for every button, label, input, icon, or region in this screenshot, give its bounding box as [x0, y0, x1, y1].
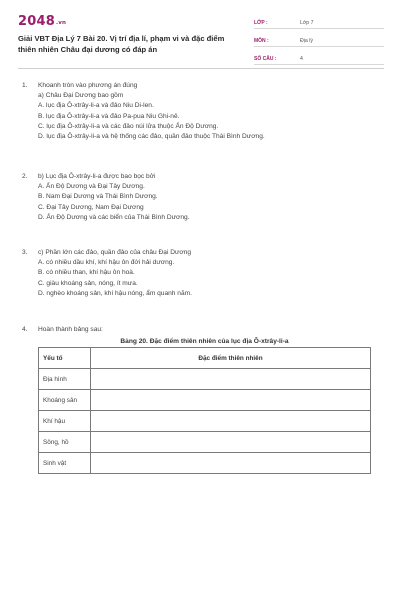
site-logo[interactable]: [18, 14, 66, 29]
meta-row-subject: [254, 32, 384, 47]
question-number: 3.: [22, 249, 28, 256]
table-caption: Bảng 20. Đặc điểm thiên nhiên của lục địa Ô-xtrây-li-a: [120, 338, 289, 345]
meta-value-subject: Địa lý: [300, 38, 313, 44]
row-label: Khí hậu: [39, 411, 91, 432]
answer-option-b: B. Nam Đại Dương và Thái Bình Dương.: [38, 193, 158, 201]
meta-info: [254, 14, 384, 68]
header-features: Đặc điểm thiên nhiên: [91, 348, 371, 369]
row-label: Địa hình: [39, 369, 91, 390]
question-instruction: Hoàn thành bảng sau:: [38, 326, 103, 333]
answer-cell[interactable]: [91, 453, 371, 474]
logo-text: 2048: [18, 14, 55, 29]
question-number: 2.: [22, 173, 28, 180]
meta-label-subject: MÔN :: [254, 38, 269, 44]
table-row: [39, 432, 371, 453]
question-4: [22, 325, 103, 335]
answer-option-b: B. lục địa Ô-xtrây-li-a và đảo Pa-pua Niu Ghi-nê.: [38, 112, 180, 120]
question-prompt: c) Phần lớn các đảo, quần đảo của châu Đại Dương: [38, 249, 192, 256]
answer-option-d: D. lục địa Ô-xtrây-li-a và hệ thống các đảo, quần đảo thuộc Thái Bình Dương.: [38, 133, 265, 141]
meta-label-count: SỐ CÂU :: [254, 56, 277, 62]
question-instruction: Khoanh tròn vào phương án đúng: [38, 82, 138, 89]
answer-option-d: D. Ấn Độ Dương và các biển của Thái Bình Dương.: [38, 213, 190, 221]
answer-option-a: A. Ấn Độ Dương và Đại Tây Dương.: [38, 183, 145, 191]
meta-value-count: 4: [300, 56, 303, 62]
question-number: 1.: [22, 82, 28, 89]
table-row: [39, 411, 371, 432]
question-number: 4.: [22, 326, 28, 333]
answer-option-d: D. nghèo khoáng sản, khí hậu nóng, ẩm quanh năm.: [38, 289, 192, 297]
header-factor: Yếu tố: [39, 348, 91, 369]
answer-cell[interactable]: [91, 390, 371, 411]
meta-value-class: Lớp 7: [300, 20, 314, 26]
logo-suffix: .vn: [55, 20, 67, 26]
row-label: Sông, hồ: [39, 432, 91, 453]
document-title: Giải VBT Địa Lý 7 Bài 20. Vị trí địa lí, phạm vi và đặc điểm thiên nhiên Châu đại dương có đáp án: [18, 34, 225, 54]
table-row: [39, 453, 371, 474]
header-divider: [18, 68, 384, 69]
meta-row-class: [254, 14, 384, 29]
answer-cell[interactable]: [91, 432, 371, 453]
answer-option-c: C. giàu khoáng sản, nóng, ít mưa.: [38, 279, 138, 287]
row-label: Sinh vật: [39, 453, 91, 474]
question-prompt: a) Châu Đại Dương bao gồm: [38, 92, 124, 100]
table-row: [39, 369, 371, 390]
answer-option-c: C. Đại Tây Dương, Nam Đại Dương: [38, 203, 144, 211]
page-header: [18, 14, 384, 64]
question-1: [22, 81, 265, 142]
question-2: [22, 172, 190, 223]
answer-cell[interactable]: [91, 369, 371, 390]
table-row: [39, 390, 371, 411]
question-3: [22, 248, 192, 299]
nature-table: [38, 347, 371, 474]
answer-option-b: B. có nhiều than, khí hậu ôn hoà.: [38, 269, 135, 277]
answer-cell[interactable]: [91, 411, 371, 432]
meta-label-class: LỚP :: [254, 20, 268, 26]
question-prompt: b) Lục địa Ô-xtrây-li-a được bao bọc bởi: [38, 173, 156, 180]
answer-option-a: A. có nhiều dầu khí, khí hậu ôn đới hải dương.: [38, 259, 175, 267]
answer-option-a: A. lục địa Ô-xtrây-li-a và đảo Niu Di-len.: [38, 102, 154, 110]
row-label: Khoáng sản: [39, 390, 91, 411]
table-header-row: [39, 348, 371, 369]
answer-option-c: C. lục địa Ô-xtrây-li-a và các đảo núi lửa thuộc Ấn Độ Dương.: [38, 122, 219, 130]
meta-row-count: [254, 50, 384, 65]
